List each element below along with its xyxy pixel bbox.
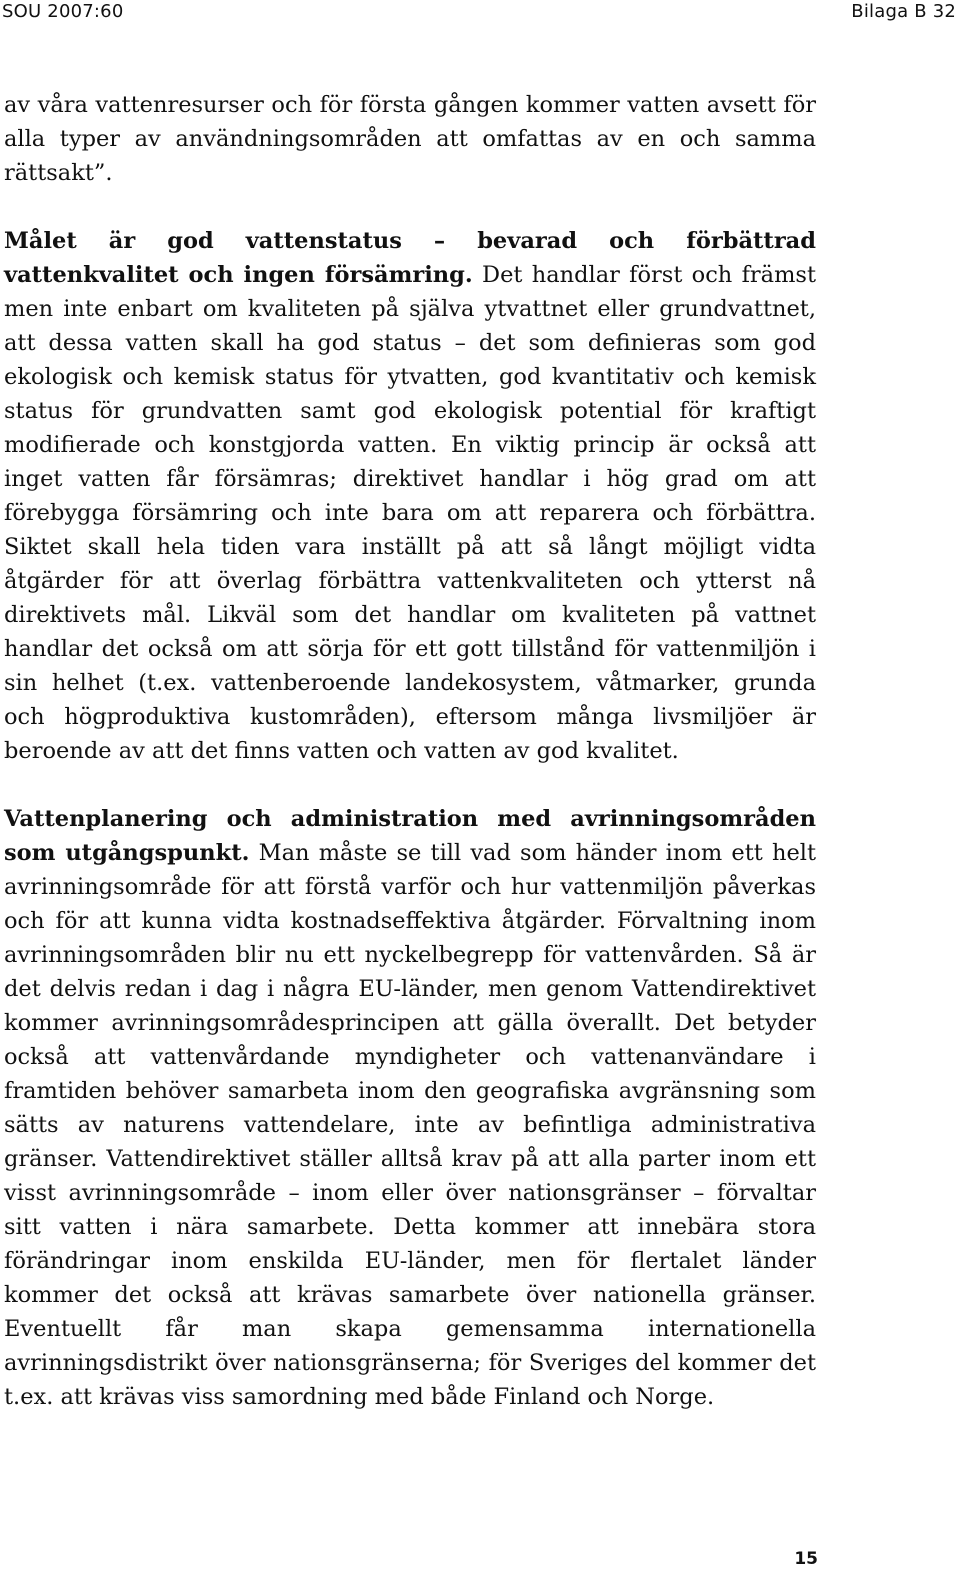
running-header bbox=[0, 0, 960, 24]
paragraph-water-status bbox=[4, 224, 816, 768]
paragraph-intro bbox=[4, 88, 816, 190]
report-reference: SOU 2007:60 bbox=[2, 1, 124, 22]
paragraph-gap bbox=[4, 768, 816, 802]
page-number: 15 bbox=[794, 1549, 818, 1569]
paragraph-gap bbox=[4, 190, 816, 224]
paragraph-lead-heading: Målet är god vattenstatus – bevarad och förbättrad vattenkvalitet och ingen försämring. bbox=[4, 228, 816, 288]
paragraph-water-planning bbox=[4, 802, 816, 1414]
paragraph-text: Man måste se till vad som händer inom ett helt avrinningsområde för att förstå varför och hur vattenmiljön påverkas och för att kunna vidta kostnadseffektiva åtgärder. Förvaltning inom avrinningsområden blir nu ett nyckelbegrepp för vattenvården. Så är det delvis redan i dag i några EU-länder, men genom Vattendirektivet kommer avrinningsområdesprincipen att gälla överallt. Det betyder också att vattenvårdande myndigheter och vattenanvändare i framtiden behöver samarbeta inom den geografiska avgränsning som sätts av naturens vattendelare, inte av befintliga administrativa gränser. Vattendirektivet ställer alltså krav på att alla parter inom ett visst avrinningsområde – inom eller över nationsgränser – förvaltar sitt vatten i nära samarbete. Detta kommer att innebära stora förändringar inom enskilda EU-länder, men för flertalet länder kommer det också att krävas samarbete över nationella gränser. Eventuellt får man skapa gemensamma internationella avrinningsdistrikt över nationsgränserna; för Sveriges del kommer det t.ex. att krävas viss samordning med både Finland och Norge. bbox=[4, 840, 816, 1410]
paragraph-text: av våra vattenresurser och för första gången kommer vatten avsett för alla typer av användningsområden att omfattas av en och samma rättsakt”. bbox=[4, 92, 816, 186]
appendix-label: Bilaga B 32 bbox=[851, 1, 956, 22]
paragraph-lead-heading: Vattenplanering och administration med avrinningsområden som utgångspunkt. bbox=[4, 806, 816, 866]
paragraph-text: Det handlar först och främst men inte enbart om kvaliteten på själva ytvattnet eller grundvattnet, att dessa vatten skall ha god status – det som definieras som god ekologisk och kemisk status för ytvatten, god kvantitativ och kemisk status för grundvatten samt god ekologisk potential för kraftigt modifierade och konstgjorda vatten. En viktig princip är också att inget vatten får försämras; direktivet handlar i hög grad om att förebygga försämring och inte bara om att reparera och förbättra. Siktet skall hela tiden vara inställt på att så långt möjligt vidta åtgärder för att överlag förbättra vattenkvaliteten och ytterst nå direktivets mål. Likväl som det handlar om kvaliteten på vattnet handlar det också om att sörja för ett gott tillstånd för vattenmiljön i sin helhet (t.ex. vattenberoende landekosystem, våtmarker, grunda och högproduktiva kustområden), eftersom många livsmiljöer är beroende av att det finns vatten och vatten av god kvalitet. bbox=[4, 262, 816, 764]
document-body bbox=[4, 88, 816, 1414]
